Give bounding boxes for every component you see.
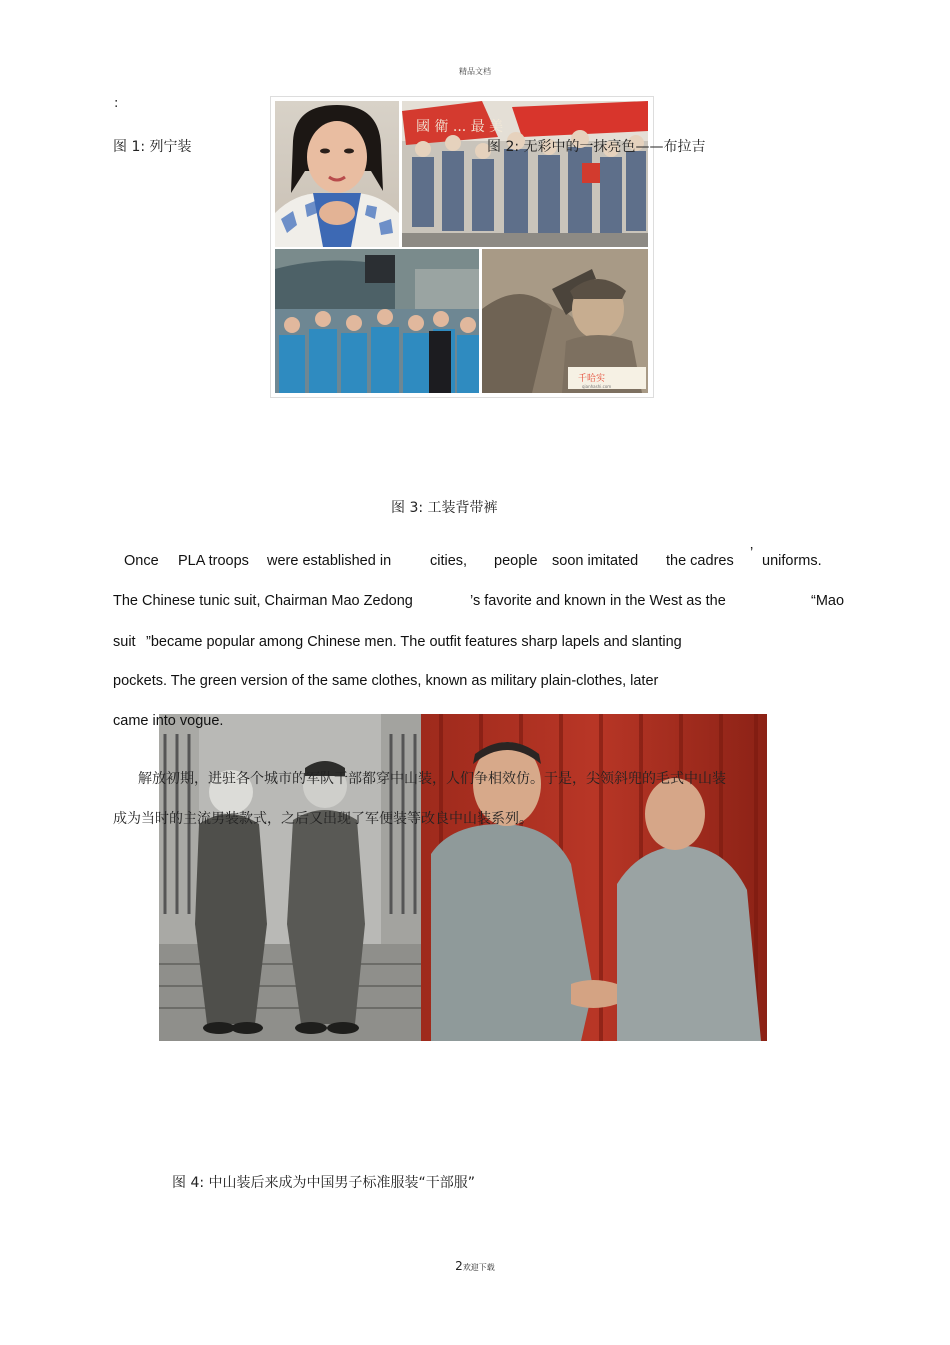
- en-line1-w2: PLA troops: [178, 553, 249, 569]
- page-number: 2: [455, 1259, 463, 1273]
- page-header: 精品文档: [459, 67, 491, 76]
- en-line1-w7: the cadres: [666, 553, 734, 569]
- en-line1-w6: soon imitated: [552, 553, 639, 569]
- zh-line1: 解放初期，进驻各个城市的军队干部都穿中山装，人们争相效仿。于是，尖领斜兜的毛式中山装: [138, 771, 726, 787]
- female-worker-photo: [482, 249, 648, 393]
- footer-text: 欢迎下载: [462, 1263, 495, 1272]
- en-line2b: ’s favorite and known in the West as the: [470, 593, 726, 609]
- page-footer: [0, 1259, 950, 1273]
- en-line3b: ”became popular among Chinese men. The outfit features sharp lapels and slanting: [146, 634, 682, 650]
- en-line5: came into vogue.: [113, 713, 224, 729]
- overalls-workers-photo: [275, 249, 479, 393]
- en-line1-apostrophe: ’: [750, 545, 754, 561]
- parade-photo: [402, 101, 648, 247]
- en-line4: pockets. The green version of the same clothes, known as military plain-clothes, later: [113, 673, 659, 689]
- en-line1-w1: Once: [124, 553, 159, 569]
- banner-text: 國 衛 ... 最 美: [416, 119, 504, 135]
- caption-fig1: 图 1: 列宁装: [113, 139, 192, 155]
- en-line1-w3: were established in: [267, 553, 392, 569]
- en-line3a: suit: [113, 634, 136, 650]
- en-line2c: “Mao: [811, 593, 845, 609]
- caption-fig3: 图 3: 工装背带裤: [391, 500, 498, 516]
- two-leaders-bw-photo: [159, 714, 421, 1041]
- en-line1-w9: uniforms.: [762, 553, 822, 569]
- lenin-suit-photo: [275, 101, 399, 247]
- watermark-text: 千哈实: [578, 374, 606, 384]
- colon-mark: :: [114, 96, 119, 111]
- en-line1-w5: people: [494, 553, 538, 569]
- en-line1-w4: cities,: [430, 553, 468, 569]
- caption-fig2: 图 2: 无彩中的一抹亮色——布拉吉: [487, 139, 706, 155]
- watermark-sub: qianhashi.com: [582, 384, 612, 389]
- handshake-color-photo: [421, 714, 767, 1041]
- en-line2a: The Chinese tunic suit, Chairman Mao Zedong: [113, 593, 413, 609]
- caption-fig4: 图 4: 中山装后来成为中国男子标准服装“干部服”: [172, 1175, 476, 1191]
- zh-line2: 成为当时的主流男装款式，之后又出现了军便装等改良中山装系列。: [113, 811, 533, 827]
